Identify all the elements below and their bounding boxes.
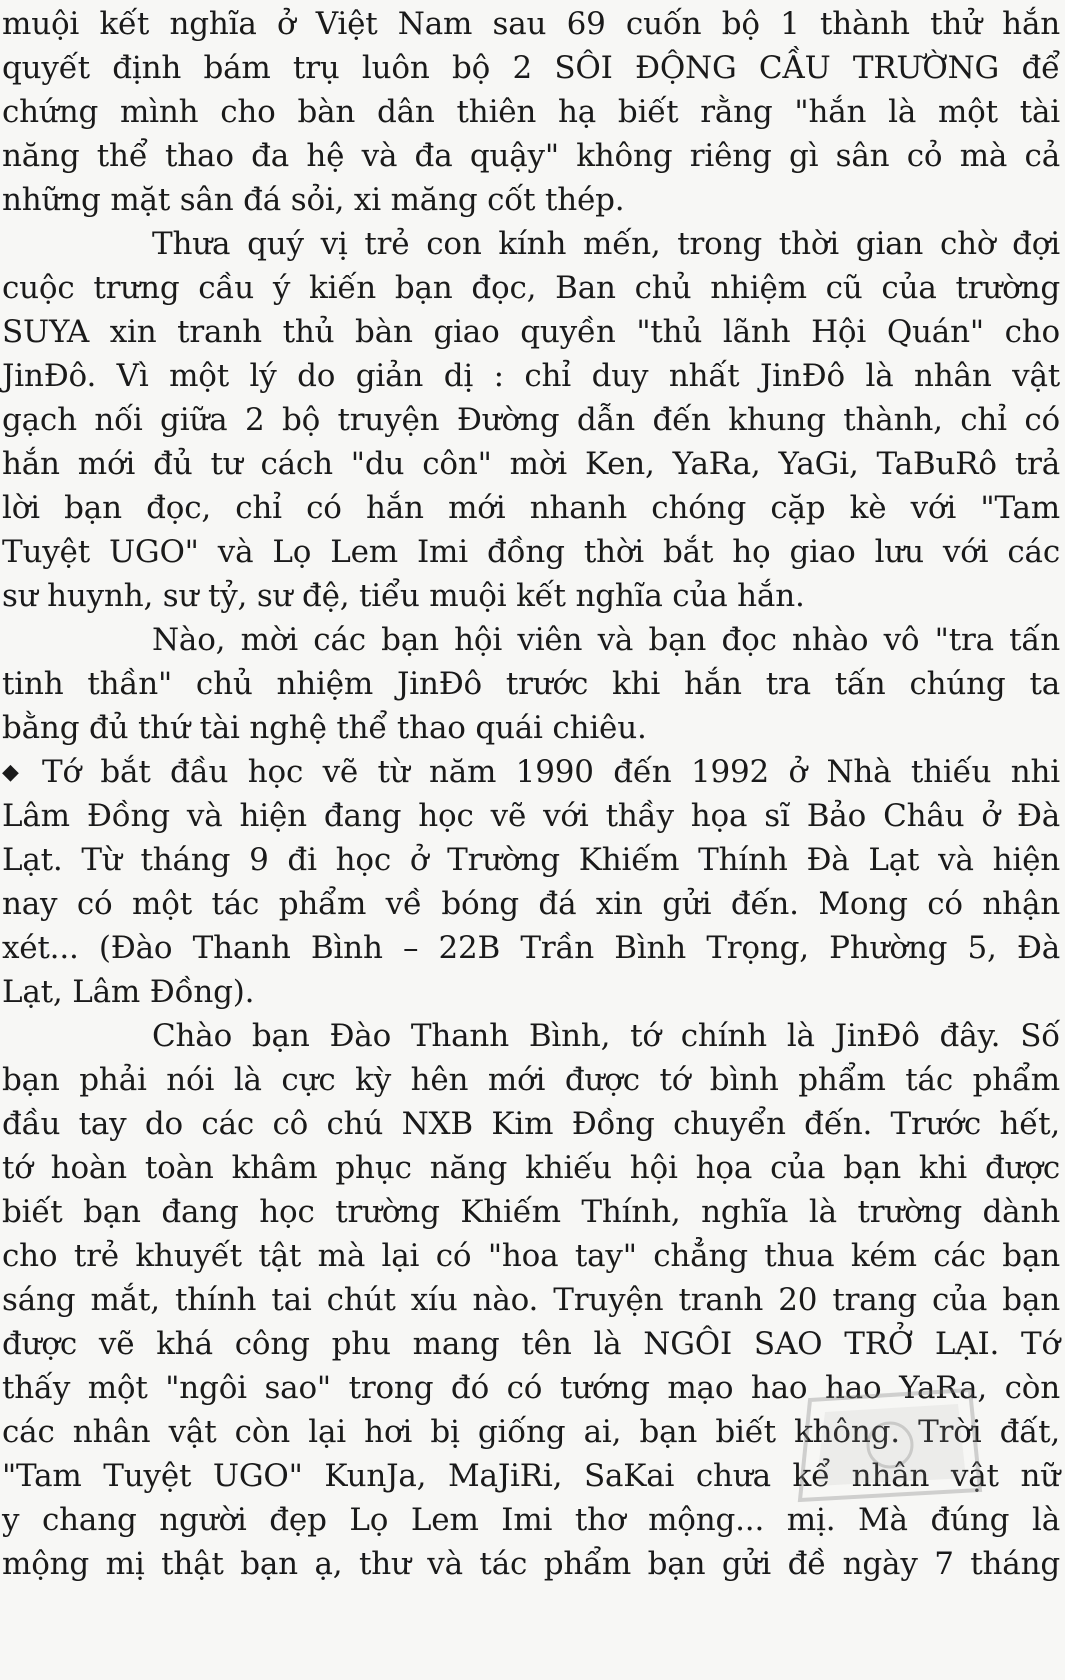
text-line: những mặt sân đá sỏi, xi măng cốt thép. (2, 182, 625, 218)
text-line: quyết định bám trụ luôn bộ 2 SÔI ĐỘNG CẦU TRƯỜNG để (2, 50, 1060, 86)
text-line: Lạt, Lâm Đồng). (2, 974, 255, 1010)
text-line: JinĐô. Vì một lý do giản dị : chỉ duy nhất JinĐô là nhân vật (2, 358, 1060, 394)
text-line: y chang người đẹp Lọ Lem Imi thơ mộng... mị. Mà đúng là (2, 1502, 1060, 1538)
bullet-paragraph-line (2, 750, 1060, 794)
text-line: SUYA xin tranh thủ bàn giao quyền "thủ lãnh Hội Quán" cho (2, 314, 1060, 350)
text-line: lời bạn đọc, chỉ có hắn mới nhanh chóng cặp kè với "Tam (2, 490, 1060, 526)
text-line: sáng mắt, thính tai chút xíu nào. Truyện tranh 20 trang của bạn (2, 1282, 1060, 1318)
text-line: bạn phải nói là cực kỳ hên mới được tớ bình phẩm tác phẩm (2, 1062, 1060, 1098)
text-line: cuộc trưng cầu ý kiến bạn đọc, Ban chủ nhiệm cũ của trường (2, 270, 1060, 306)
text-line: nay có một tác phẩm về bóng đá xin gửi đến. Mong có nhận (2, 886, 1060, 922)
text-line: xét... (Đào Thanh Bình – 22B Trần Bình Trọng, Phường 5, Đà (2, 930, 1060, 966)
text-line: chứng mình cho bàn dân thiên hạ biết rằng "hắn là một tài (2, 94, 1060, 130)
text-line: Lạt. Từ tháng 9 đi học ở Trường Khiếm Thính Đà Lạt và hiện (2, 842, 1060, 878)
text-line: muội kết nghĩa ở Việt Nam sau 69 cuốn bộ 1 thành thử hắn (2, 6, 1060, 42)
diamond-bullet-icon: ◆ (2, 760, 19, 785)
text-line: thấy một "ngôi sao" trong đó có tướng mạo hao hao YaRa, còn (2, 1370, 1060, 1406)
text-line: hắn mới đủ tư cách "du côn" mời Ken, YaRa, YaGi, TaBuRô trả (2, 446, 1060, 482)
paragraph-start-line: Thưa quý vị trẻ con kính mến, trong thời gian chờ đợi (152, 226, 1060, 262)
text-line: đầu tay do các cô chú NXB Kim Đồng chuyển đến. Trước hết, (2, 1106, 1060, 1142)
text-line: cho trẻ khuyết tật mà lại có "hoa tay" chẳng thua kém các bạn (2, 1238, 1060, 1274)
text-line: mộng mị thật bạn ạ, thư và tác phẩm bạn gửi đề ngày 7 tháng (2, 1546, 1060, 1582)
watermark-logo-icon (790, 1380, 990, 1510)
text-line: Tuyệt UGO" và Lọ Lem Imi đồng thời bắt họ giao lưu với các (2, 534, 1060, 570)
text-line: tinh thần" chủ nhiệm JinĐô trước khi hắn tra tấn chúng ta (2, 666, 1060, 702)
text-line: các nhân vật còn lại hơi bị giống ai, bạn biết không. Trời đất, (2, 1414, 1060, 1450)
paragraph-start-line: Chào bạn Đào Thanh Bình, tớ chính là JinĐô đây. Số (152, 1018, 1060, 1054)
text-line: "Tam Tuyệt UGO" KunJa, MaJiRi, SaKai chưa kể nhân vật nữ (2, 1458, 1060, 1494)
text-line: được vẽ khá công phu mang tên là NGÔI SAO TRỞ LẠI. Tớ (2, 1326, 1060, 1362)
text-line: tớ hoàn toàn khâm phục năng khiếu hội họa của bạn khi được (2, 1150, 1060, 1186)
text-line: bằng đủ thứ tài nghệ thể thao quái chiêu. (2, 710, 647, 746)
text-line: gạch nối giữa 2 bộ truyện Đường dẫn đến khung thành, chỉ có (2, 402, 1060, 438)
text-line: sư huynh, sư tỷ, sư đệ, tiểu muội kết nghĩa của hắn. (2, 578, 805, 614)
bullet-text: Tớ bắt đầu học vẽ từ năm 1990 đến 1992 ở Nhà thiếu nhi (42, 754, 1060, 790)
text-line: năng thể thao đa hệ và đa quậy" không riêng gì sân cỏ mà cả (2, 138, 1060, 174)
text-line: Lâm Đồng và hiện đang học vẽ với thầy họa sĩ Bảo Châu ở Đà (2, 798, 1060, 834)
text-line: biết bạn đang học trường Khiếm Thính, nghĩa là trường dành (2, 1194, 1060, 1230)
paragraph-start-line: Nào, mời các bạn hội viên và bạn đọc nhào vô "tra tấn (152, 622, 1060, 658)
